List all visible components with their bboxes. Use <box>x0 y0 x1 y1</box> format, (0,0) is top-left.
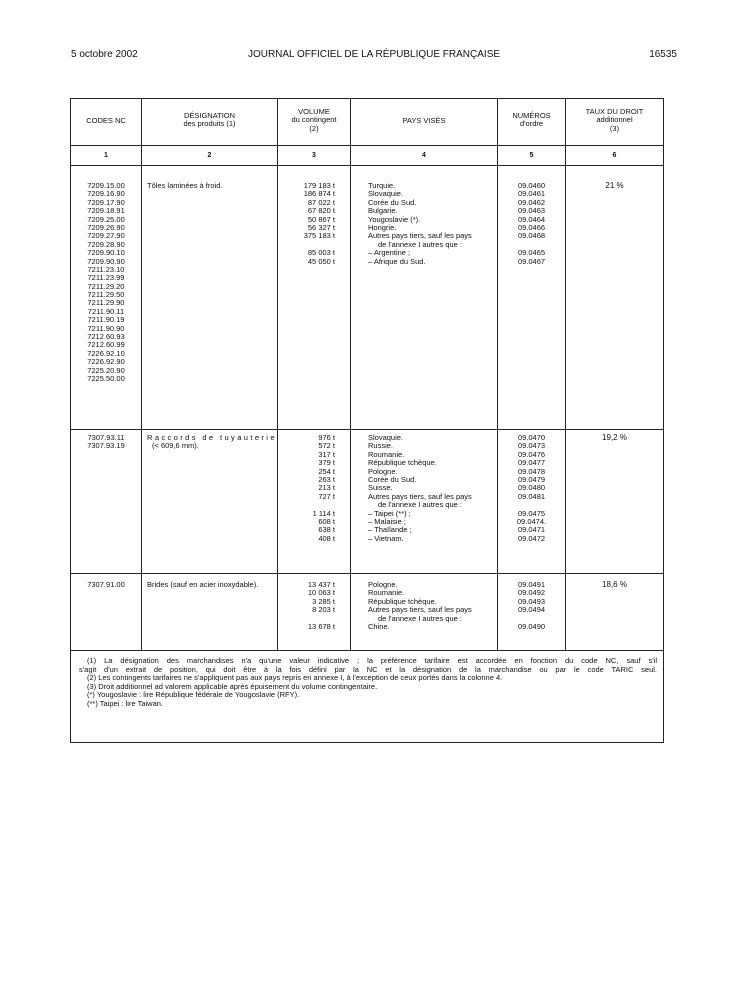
column-header-pays: PAYS VISÉS <box>402 116 446 125</box>
cell-line: Pologne. <box>368 580 398 589</box>
cell-line: Slovaquie. <box>368 189 404 199</box>
cell-line: 7307.93.19 <box>87 441 125 451</box>
cell-line: 317 t <box>318 449 335 459</box>
cell-line: 09.0471 <box>517 525 546 535</box>
footnotes <box>79 657 657 709</box>
cell-line: Hongrie. <box>368 222 397 232</box>
cell-line: – Thaïlande ; <box>368 525 412 535</box>
cell-line: Pologne. <box>368 466 398 476</box>
cell-line: 13 437 t <box>307 580 335 589</box>
cell-line: 186 874 t <box>303 189 335 199</box>
header-page-number: 16535 <box>649 49 677 60</box>
cell-line: 09.0491 <box>517 580 546 589</box>
cell-line: Tôles laminées à froid. <box>147 181 223 190</box>
column-header-volume: VOLUME du contingent (2) <box>291 107 337 133</box>
cell-line: 09.0463 <box>517 206 546 216</box>
footnote: (2) Les contingents tarifaires ne s'appliquent pas aux pays repris en annexe I, à l'exception de ceux portés dans la colonne 4. <box>87 673 503 683</box>
cell-line: République tchèque. <box>368 458 437 468</box>
cell-line: 13 678 t <box>307 621 335 631</box>
cell-line: 09.0470 <box>517 433 546 442</box>
cell-line: 7209.17.90 <box>87 197 125 207</box>
cell-line: 09.0472 <box>517 533 546 543</box>
cell-line: Bulgarie. <box>368 206 398 216</box>
column-number: 6 <box>612 152 617 159</box>
cell-line: 09.0494 <box>517 605 546 615</box>
row-divider <box>71 573 663 574</box>
cell-line: Roumanie. <box>368 588 405 598</box>
row-designation <box>147 434 277 451</box>
cell-line: 09.0464 <box>517 214 546 224</box>
cell-line: 7307.91.00 <box>87 580 125 589</box>
cell-line: Slovaquie. <box>368 433 404 442</box>
cell-line: – Taipei (**) ; <box>368 508 411 518</box>
row-codes-nc <box>71 434 141 451</box>
footnote: (3) Droit additionnel ad valorem applicable après épuisement du volume contingentaire. <box>87 681 378 691</box>
cell-line: 09.0477 <box>517 458 546 468</box>
cell-line: Autres pays tiers, sauf les pays <box>368 491 472 501</box>
cell-line: 09.0461 <box>517 189 546 199</box>
cell-line: – Argentine ; <box>368 248 411 258</box>
cell-line: – Malaisie ; <box>368 516 406 526</box>
cell-line: Suisse. <box>368 483 393 493</box>
cell-line: Corée du Sud. <box>368 197 417 207</box>
cell-line: 7209.90.10 <box>87 248 125 258</box>
cell-line: 263 t <box>318 474 335 484</box>
header-date: 5 octobre 2002 <box>71 49 138 60</box>
cell-line: 7226.92.10 <box>87 348 125 358</box>
cell-line: 09.0462 <box>517 197 546 207</box>
cell-line: 727 t <box>318 491 335 501</box>
column-number: 4 <box>422 152 426 159</box>
cell-line: 7211.23.99 <box>87 273 125 283</box>
cell-line: 09.0460 <box>517 181 546 190</box>
cell-line: 7307.93.11 <box>87 433 125 442</box>
cell-line: 7209.16.90 <box>87 189 125 199</box>
cell-line: 375 183 t <box>303 231 335 241</box>
tariff-quota-table <box>70 98 664 743</box>
cell-line: 7211.90.11 <box>87 306 125 316</box>
cell-line: de l'annexe I autres que : <box>378 500 462 510</box>
cell-line: Autres pays tiers, sauf les pays <box>368 231 472 241</box>
cell-line: 56 327 t <box>307 222 335 232</box>
cell-line: de l'annexe I autres que : <box>378 613 462 623</box>
cell-line: 7209.28.90 <box>87 239 125 249</box>
cell-line: 09.0467 <box>517 256 546 266</box>
row-pays <box>368 434 472 543</box>
cell-line: 213 t <box>318 483 335 493</box>
cell-line: 09.0474. <box>516 516 547 526</box>
row-designation <box>147 581 258 589</box>
footnote: s'agit d'un extrait de position, qui doit être à la fois défini par la NC et la désignation de la marchandise ou par le code TARIC seul. <box>79 664 657 674</box>
cell-line: 379 t <box>318 458 335 468</box>
cell-line: 09.0466 <box>517 222 546 232</box>
row-divider <box>71 165 663 166</box>
cell-line: 608 t <box>318 516 335 526</box>
cell-line: 7211.90.90 <box>87 323 125 333</box>
column-header-designation: DÉSIGNATION des produits (1) <box>183 111 236 129</box>
cell-line: Roumanie. <box>368 449 405 459</box>
cell-line: Russie. <box>368 441 394 451</box>
cell-line: 1 114 t <box>312 508 335 518</box>
cell-line: 09.0479 <box>517 474 546 484</box>
cell-line: – Afrique du Sud. <box>368 256 426 266</box>
cell-line: 7209.90.90 <box>87 256 125 266</box>
header-title: JOURNAL OFFICIEL DE LA RÉPUBLIQUE FRANÇAISE <box>247 49 501 60</box>
cell-line: 408 t <box>318 533 335 543</box>
row-designation <box>147 182 222 190</box>
cell-line: 09.0468 <box>517 231 546 241</box>
cell-line: Corée du Sud. <box>368 474 417 484</box>
cell-line: 7212.60.93 <box>87 332 125 342</box>
cell-line: Turquie. <box>368 181 396 190</box>
cell-line: 7209.26.90 <box>87 222 125 232</box>
cell-line: 45 050 t <box>307 256 335 266</box>
row-numeros <box>498 581 565 631</box>
cell-line: 3 285 t <box>312 596 335 606</box>
cell-line: 09.0475 <box>517 508 546 518</box>
cell-line: de l'annexe I autres que : <box>378 239 462 249</box>
cell-line: 09.0465 <box>517 248 546 258</box>
row-volumes <box>278 581 335 631</box>
row-numeros <box>498 182 565 266</box>
cell-line: 09.0490 <box>517 621 546 631</box>
cell-line: 09.0492 <box>517 588 546 598</box>
cell-line: 7225.50.00 <box>87 373 125 383</box>
cell-line: Chine. <box>368 621 390 631</box>
cell-line: 67 820 t <box>307 206 335 216</box>
row-taux: 21 % <box>605 181 624 190</box>
row-codes-nc <box>71 581 141 589</box>
footnote: (*) Yougoslavie : lire République fédérale de Yougoslavie (RFY). <box>87 690 300 700</box>
cell-line: 85 003 t <box>307 248 335 258</box>
row-numeros <box>498 434 565 543</box>
cell-line: 09.0480 <box>517 483 546 493</box>
cell-line: 179 183 t <box>303 181 335 190</box>
cell-line: 7226.92.90 <box>87 357 125 367</box>
cell-line: 09.0478 <box>517 466 546 476</box>
row-volumes <box>278 182 335 266</box>
cell-line: Autres pays tiers, sauf les pays <box>368 605 472 615</box>
cell-line: (< 609,6 mm). <box>152 441 199 451</box>
cell-line: 7211.90.19 <box>87 315 125 325</box>
cell-line: 7212.60.99 <box>87 340 125 350</box>
row-codes-nc <box>71 182 141 383</box>
cell-line: République tchèque. <box>368 596 437 606</box>
column-number: 2 <box>207 152 212 159</box>
footnote: (**) Taipei : lire Taiwan. <box>87 698 164 708</box>
row-pays <box>368 182 472 266</box>
row-volumes <box>278 434 335 543</box>
cell-line: 09.0473 <box>517 441 546 451</box>
cell-line: 7211.23.10 <box>87 264 125 274</box>
cell-line: 976 t <box>318 433 335 442</box>
cell-line: 254 t <box>318 466 335 476</box>
cell-line: 7209.18.91 <box>87 206 125 216</box>
cell-line: 09.0476 <box>517 449 546 459</box>
row-divider <box>71 650 663 651</box>
cell-line: Raccords de tuyauterie <box>147 433 277 442</box>
column-header-codes: CODES NC <box>86 116 126 125</box>
column-number: 1 <box>104 152 108 159</box>
column-header-taux: TAUX DU DROIT additionnel (3) <box>585 107 644 133</box>
cell-line: 50 867 t <box>307 214 335 224</box>
cell-line: 8 203 t <box>312 605 335 615</box>
row-taux: 18,6 % <box>602 580 627 589</box>
cell-line: 638 t <box>318 525 335 535</box>
column-divider <box>141 99 142 650</box>
cell-line: 7209.15.00 <box>87 181 125 190</box>
column-header-numeros: NUMÉROS d'ordre <box>512 111 551 129</box>
cell-line: Yougoslavie (*). <box>368 214 421 224</box>
row-taux: 19,2 % <box>602 433 627 442</box>
row-divider <box>71 429 663 430</box>
cell-line: 09.0481 <box>517 491 546 501</box>
cell-line: Brides (sauf en acier inoxydable). <box>147 580 259 589</box>
cell-line: 572 t <box>318 441 335 451</box>
row-divider <box>71 145 663 146</box>
cell-line: 7211.29.50 <box>87 290 125 300</box>
column-number: 5 <box>529 152 534 159</box>
row-pays <box>368 581 472 631</box>
cell-line: 87 022 t <box>307 197 335 207</box>
cell-line: 09.0493 <box>517 596 546 606</box>
column-divider <box>350 99 351 650</box>
column-number: 3 <box>312 152 316 159</box>
cell-line: 7211.29.90 <box>87 298 125 308</box>
cell-line: 7209.27.90 <box>87 231 125 241</box>
cell-line: 7211.29.20 <box>87 281 125 291</box>
cell-line: 7225.20.90 <box>87 365 125 375</box>
footnote: (1) La désignation des marchandises n'a qu'une valeur indicative ; la préférence tarifaire est accordée en fonction du code NC, sauf s'il <box>87 656 657 665</box>
cell-line: 7209.25.00 <box>87 214 125 224</box>
cell-line: 10 063 t <box>307 588 335 598</box>
cell-line: – Vietnam. <box>368 533 404 543</box>
